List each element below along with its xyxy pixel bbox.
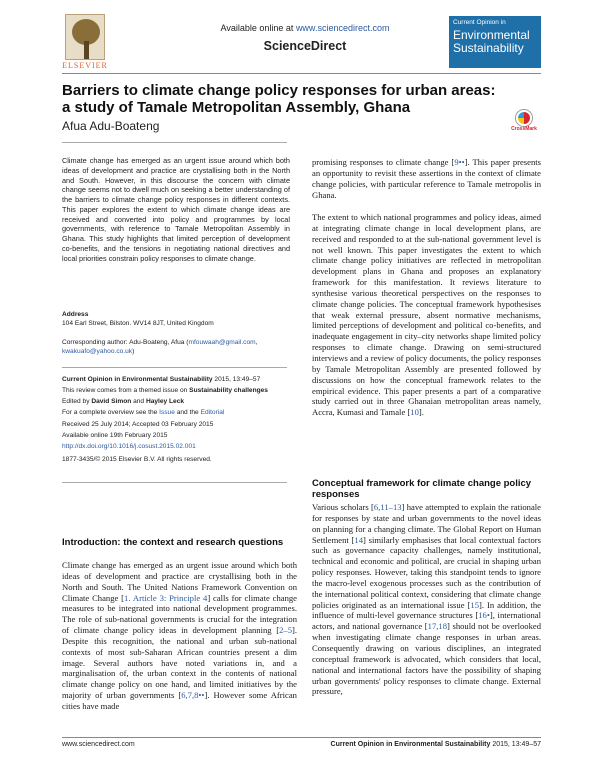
email-link-2[interactable]: kwakuafo@yahoo.co.uk xyxy=(62,348,133,355)
footer-url[interactable]: www.sciencedirect.com xyxy=(62,741,135,748)
editorial-link[interactable]: Editorial xyxy=(200,409,225,416)
online-date: Available online 19th February 2015 xyxy=(62,432,168,439)
overview-prefix: For a complete overview see the xyxy=(62,409,160,416)
right-text-2b: ] have attempted to explain the rationale for responses by state and urban governments to the novel ideas on planning for a changing climate. The Global Report on Human Settlement [ xyxy=(312,502,541,545)
citation-link[interactable]: 14 xyxy=(354,534,363,545)
right-text-2f: ] should not be overlooked when investigating climate change responses in urban areas. Consequently drawing on various disciplines, an integrated conceptual framework is advocated, which considers that local, national and international factors have the possibility of shaping urban governments' policy responses to climate change. External pressure, xyxy=(312,621,541,697)
citation-link[interactable]: 10 xyxy=(410,407,419,418)
editor-and: and xyxy=(131,398,146,405)
citation-link[interactable]: 6,11–13 xyxy=(373,502,402,512)
crossmark-label: CrossMark xyxy=(511,126,537,132)
header-divider xyxy=(62,73,541,74)
meta-journal: Current Opinion in Environmental Sustainability xyxy=(62,376,213,383)
address-heading: Address xyxy=(62,311,89,318)
edited-prefix: Edited by xyxy=(62,398,92,405)
email-link-1[interactable]: mfouwaah@gmail.com xyxy=(188,339,256,346)
intro-paragraph xyxy=(62,560,297,712)
article-author: Afua Adu-Boateng xyxy=(62,119,160,133)
right-paragraph-0 xyxy=(312,157,541,200)
right-text-2e: ], international actors, and national governance [ xyxy=(312,610,541,632)
journal-badge-small: Current Opinion in xyxy=(453,19,506,26)
corresponding-suffix: ) xyxy=(132,348,135,355)
received-date: Received 25 July 2014; Accepted 03 February 2015 xyxy=(62,421,214,428)
edited-by xyxy=(62,397,302,406)
right-text-2a: Various scholars [ xyxy=(312,502,374,512)
article-title: Barriers to climate change policy responses for urban areas: a study of Tamale Metropolitan Assembly, Ghana xyxy=(62,82,496,116)
page-header xyxy=(0,0,600,78)
email-separator: , xyxy=(255,339,258,346)
citation-link[interactable]: 6,7,8•• xyxy=(181,690,205,701)
issue-theme: Sustainability challenges xyxy=(189,387,268,394)
citation-link[interactable]: 17,18 xyxy=(427,621,448,632)
meta-divider-top xyxy=(62,367,287,368)
intro-text-b: ] calls for climate change measures to be integrated into national development programmes. The role of sub-national governments is crucial for the integration of climate change policy ideas in development planning [ xyxy=(62,592,297,636)
doi-link[interactable]: http://dx.doi.org/10.1016/j.cosust.2015.02.001 xyxy=(62,443,196,450)
footer-divider xyxy=(62,737,541,738)
available-prefix: Available online at xyxy=(220,23,294,33)
elsevier-tree-icon xyxy=(65,14,105,60)
editor-2: Hayley Leck xyxy=(145,398,185,405)
abstract-divider xyxy=(62,142,287,143)
framework-heading: Conceptual framework for climate change policy responses xyxy=(312,478,532,500)
right-text-2d: ]. In addition, the influence of multi-level governance structures [ xyxy=(312,599,541,621)
doi-line xyxy=(62,442,302,451)
citation-link[interactable]: 16• xyxy=(478,610,490,621)
right-text-0a: promising responses to climate change [ xyxy=(312,157,455,167)
editor-1: David Simon xyxy=(91,398,132,405)
right-paragraph-1 xyxy=(312,212,541,418)
journal-badge-big: Environmental Sustainability xyxy=(453,28,530,55)
issue-prefix: This review comes from a themed issue on xyxy=(62,387,190,394)
intro-text-d: ]. However some African cities have made xyxy=(62,690,297,711)
citation-link[interactable]: 15 xyxy=(470,599,479,610)
platform-name: ScienceDirect xyxy=(263,39,347,53)
right-text-1a: The extent to which national programmes and policy ideas, aimed at integrating climate change in local development plans, are received and responded to at the sub-national government level is not well known. This paper investigates the extent to which climate change policy initiatives are reflected in metropolitan development plans in Ghana and proposes an explanatory framework for this manifestation. It reviews literature to synthesise various theoretical perspectives on the responses to climate change policies. The conceptual framework hypothesises that weak external pressure, absent normative mechanisms, limited perceptions of development and political co-benefits, and inadequate engagement in city–city networks shape limited policy responses to climate change. Drawing on semi-structured interviews and a review of policy documents, the policy responses by Tamale Metropolitan Assembly are presented followed by discussions on how the conceptual framework relates to the empirical evidence. This paper presents a part of a comparative study carried out in three Ghanaian metropolitan areas namely, Accra, Kumasi and Tamale [ xyxy=(312,212,541,418)
right-text-0b: ]. This paper presents an opportunity to revisit these assertions in the context of climate change policies, with particular reference to Tamale metropolis in Ghana. xyxy=(312,157,541,200)
intro-text-c: ]. Despite this recognition, the national and urban sub-national contexts of most sub-Saharan African countries present a dim image. Several authors have noted variations in, and a marginalisation of, the urban context in the contents of national climate change policy on one hand, and limited initiatives by the majority of urban governments [ xyxy=(62,625,297,701)
footer-pages: 2015, 13:49–57 xyxy=(490,741,541,748)
sciencedirect-link[interactable]: www.sciencedirect.com xyxy=(295,23,390,33)
footer-journal: Current Opinion in Environmental Sustainability xyxy=(330,741,491,748)
right-text-2c: ] similarly emphasises that local contextual factors such as governance capacity challenges, namely institutional, technical and economic and political, are crucial in shaping urban policy responses. However, taking this standpoint tends to ignore the macro-level exogenous processes such as the contribution of the international political context, considering that climate change policies originated as an international issue [ xyxy=(312,534,541,610)
crossmark-icon xyxy=(516,110,532,126)
right-paragraph-2 xyxy=(312,502,541,697)
citation-link[interactable]: 1. Article 3: Principle 4 xyxy=(124,592,208,603)
address-text: 104 Earl Street, Bilston. WV14 8JT, United Kingdom xyxy=(62,320,214,327)
abstract-text: Climate change has emerged as an urgent issue around which both ideas of development and practice are crystallising both in the North and South. However, in this discourse the concern with climate change seems not to dwell much on seeking a better understanding of the barriers to climate change policy responses in different contexts. This paper explores the extent to which climate change ideas are received and converted into policy and programmes by local governments, with reference to Tamale Metropolitan Assembly in Ghana. This study highlights that limited perception of development co-benefits, and the tensions in negotiating national directives and local priorities constrain policy responses to climate change. xyxy=(62,156,290,263)
right-text-1b: ]. xyxy=(418,407,424,418)
intro-heading: Introduction: the context and research questions xyxy=(62,537,284,548)
publisher-name: ELSEVIER xyxy=(62,61,108,70)
copyright-line: 1877-3435/© 2015 Elsevier B.V. All rights reserved. xyxy=(62,456,212,463)
elsevier-logo[interactable] xyxy=(62,14,108,70)
meta-divider-bottom xyxy=(62,482,287,483)
journal-badge[interactable] xyxy=(449,16,541,68)
crossmark-button[interactable] xyxy=(509,110,539,134)
overview-and: and the xyxy=(174,409,201,416)
citation-link[interactable]: 9•• xyxy=(454,157,465,167)
intro-text-a: Climate change has emerged as an urgent issue around which both ideas of development and practice are crystallising both in the North and South. The United Nations Framework Convention on Climate Change [ xyxy=(62,560,297,603)
footer-citation xyxy=(310,741,541,748)
corresponding-author xyxy=(62,338,297,356)
availability-line xyxy=(180,23,430,33)
issue-link[interactable]: Issue xyxy=(159,409,175,416)
meta-citation: 2015, 13:49–57 xyxy=(212,376,261,383)
citation-link[interactable]: 2–5 xyxy=(279,625,292,636)
overview-line xyxy=(62,408,302,417)
journal-citation xyxy=(62,375,302,384)
themed-issue xyxy=(62,386,302,395)
corresponding-prefix: Corresponding author: Adu-Boateng, Afua ( xyxy=(62,339,189,346)
